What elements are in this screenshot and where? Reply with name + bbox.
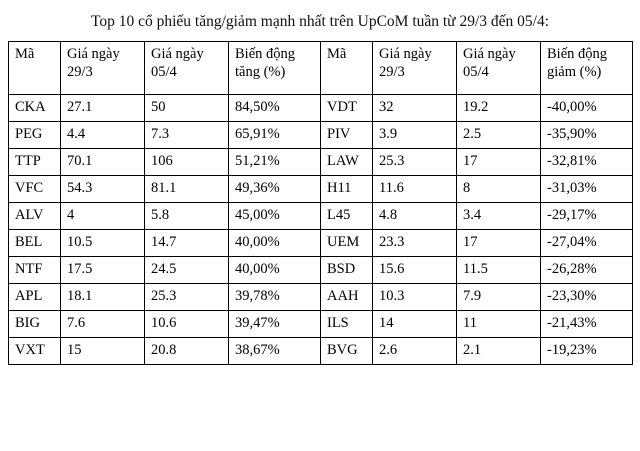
cell-loser-price-end (457, 338, 541, 365)
cell-text: 32 (379, 99, 394, 116)
cell-loser-price-start (373, 203, 457, 230)
column-header-label: Mã (15, 46, 35, 63)
cell-text: 50 (151, 99, 166, 116)
table-row (9, 284, 633, 311)
cell-loser-price-start (373, 176, 457, 203)
cell-text: 23.3 (379, 234, 405, 251)
cell-loser-code (321, 311, 373, 338)
column-header-label: Mã (327, 46, 347, 63)
table-row (9, 203, 633, 230)
cell-loss-percent (541, 338, 633, 365)
cell-text: 40,00% (235, 234, 280, 251)
cell-text: 54.3 (67, 180, 93, 197)
cell-text: 2.6 (379, 342, 398, 359)
cell-gain-percent (229, 311, 321, 338)
cell-text: 19.2 (463, 99, 489, 116)
column-header-gainer-price-start (61, 42, 145, 95)
cell-gainer-price-start (61, 203, 145, 230)
cell-gainer-price-end (145, 203, 229, 230)
table-row (9, 338, 633, 365)
cell-gain-percent (229, 338, 321, 365)
cell-gain-percent (229, 122, 321, 149)
cell-loser-price-end (457, 284, 541, 311)
cell-text: 49,36% (235, 180, 280, 197)
cell-loss-percent (541, 311, 633, 338)
cell-loss-percent (541, 122, 633, 149)
cell-gainer-price-end (145, 176, 229, 203)
cell-text: 17.5 (67, 261, 93, 278)
cell-loser-price-end (457, 95, 541, 122)
cell-text: 11.5 (463, 261, 488, 278)
cell-loss-percent (541, 176, 633, 203)
column-header-gain-percent (229, 42, 321, 95)
cell-text: 3.4 (463, 207, 482, 224)
cell-text: 14 (379, 315, 394, 332)
cell-gainer-code (9, 149, 61, 176)
column-header-label: Biến động giảm (%) (547, 46, 608, 81)
cell-loser-price-start (373, 95, 457, 122)
cell-gain-percent (229, 257, 321, 284)
cell-loss-percent (541, 257, 633, 284)
cell-text: -40,00% (547, 99, 597, 116)
cell-loser-price-start (373, 257, 457, 284)
cell-text: 106 (151, 153, 173, 170)
cell-gainer-price-end (145, 149, 229, 176)
column-header-label: Giá ngày 05/4 (463, 46, 516, 81)
cell-loser-price-start (373, 149, 457, 176)
cell-gainer-code (9, 230, 61, 257)
cell-text: -29,17% (547, 207, 597, 224)
cell-text: -32,81% (547, 153, 597, 170)
table-body (9, 95, 633, 365)
cell-text: BEL (15, 234, 43, 251)
cell-text: 2.5 (463, 126, 482, 143)
cell-text: 25.3 (151, 288, 177, 305)
column-header-loss-percent (541, 42, 633, 95)
cell-text: 14.7 (151, 234, 177, 251)
cell-gainer-code (9, 311, 61, 338)
cell-text: 11 (463, 315, 477, 332)
cell-gainer-price-end (145, 122, 229, 149)
cell-text: -23,30% (547, 288, 597, 305)
cell-text: 11.6 (379, 180, 404, 197)
cell-loser-price-start (373, 230, 457, 257)
cell-text: 81.1 (151, 180, 177, 197)
cell-loser-code (321, 122, 373, 149)
cell-text: 10.3 (379, 288, 405, 305)
column-header-label: Giá ngày 29/3 (379, 46, 432, 81)
cell-text: CKA (15, 99, 46, 116)
cell-text: 3.9 (379, 126, 398, 143)
cell-loss-percent (541, 230, 633, 257)
cell-gainer-price-end (145, 311, 229, 338)
page-title: Top 10 cổ phiếu tăng/giảm mạnh nhất trên UpCoM tuần từ 29/3 đến 05/4: (90, 13, 550, 30)
cell-text: PIV (327, 126, 351, 143)
stock-movers-table (8, 41, 633, 365)
cell-text: 65,91% (235, 126, 280, 143)
cell-text: 39,78% (235, 288, 280, 305)
column-header-loser-code (321, 42, 373, 95)
cell-text: 17 (463, 153, 478, 170)
cell-loser-code (321, 203, 373, 230)
cell-gainer-code (9, 284, 61, 311)
cell-loss-percent (541, 149, 633, 176)
cell-text: 25.3 (379, 153, 405, 170)
cell-text: PEG (15, 126, 43, 143)
cell-text: 15.6 (379, 261, 405, 278)
cell-text: -31,03% (547, 180, 597, 197)
cell-loser-price-end (457, 122, 541, 149)
column-header-gainer-code (9, 42, 61, 95)
cell-text: 45,00% (235, 207, 280, 224)
cell-gainer-price-end (145, 230, 229, 257)
cell-text: 4.4 (67, 126, 86, 143)
cell-text: 38,67% (235, 342, 280, 359)
cell-gain-percent (229, 284, 321, 311)
cell-text: APL (15, 288, 43, 305)
cell-gainer-price-end (145, 95, 229, 122)
table-row (9, 230, 633, 257)
cell-text: 5.8 (151, 207, 170, 224)
cell-loser-code (321, 176, 373, 203)
cell-gainer-code (9, 95, 61, 122)
cell-text: H11 (327, 180, 352, 197)
table-row (9, 311, 633, 338)
cell-text: VXT (15, 342, 45, 359)
cell-loser-code (321, 257, 373, 284)
cell-loser-price-start (373, 311, 457, 338)
cell-gain-percent (229, 176, 321, 203)
cell-text: 7.6 (67, 315, 86, 332)
cell-loser-code (321, 284, 373, 311)
cell-text: BIG (15, 315, 40, 332)
cell-gainer-price-end (145, 257, 229, 284)
cell-gainer-price-end (145, 284, 229, 311)
table-container (0, 41, 640, 365)
cell-text: 27.1 (67, 99, 93, 116)
cell-loser-price-end (457, 257, 541, 284)
cell-loser-price-end (457, 230, 541, 257)
cell-text: L45 (327, 207, 351, 224)
cell-loss-percent (541, 203, 633, 230)
cell-text: -19,23% (547, 342, 597, 359)
cell-loser-code (321, 149, 373, 176)
cell-text: 8 (463, 180, 471, 197)
column-header-loser-price-start (373, 42, 457, 95)
table-header (9, 42, 633, 95)
cell-text: ALV (15, 207, 44, 224)
cell-loser-price-end (457, 149, 541, 176)
cell-text: 4.8 (379, 207, 398, 224)
cell-text: 17 (463, 234, 478, 251)
cell-gainer-price-start (61, 257, 145, 284)
cell-text: 18.1 (67, 288, 93, 305)
cell-text: 7.3 (151, 126, 170, 143)
cell-gain-percent (229, 149, 321, 176)
cell-gainer-code (9, 122, 61, 149)
cell-gainer-price-start (61, 122, 145, 149)
cell-loser-price-end (457, 311, 541, 338)
table-row (9, 122, 633, 149)
cell-gainer-price-start (61, 176, 145, 203)
cell-text: 39,47% (235, 315, 280, 332)
cell-text: 70.1 (67, 153, 93, 170)
table-row (9, 257, 633, 284)
cell-loser-price-start (373, 122, 457, 149)
cell-gainer-price-start (61, 149, 145, 176)
cell-text: 15 (67, 342, 82, 359)
cell-loser-price-start (373, 338, 457, 365)
cell-gain-percent (229, 203, 321, 230)
cell-text: LAW (327, 153, 359, 170)
cell-gainer-code (9, 338, 61, 365)
table-row (9, 176, 633, 203)
cell-gainer-code (9, 176, 61, 203)
cell-text: ILS (327, 315, 349, 332)
cell-text: 51,21% (235, 153, 280, 170)
cell-gainer-price-start (61, 338, 145, 365)
cell-text: -21,43% (547, 315, 597, 332)
cell-text: -27,04% (547, 234, 597, 251)
cell-text: 10.6 (151, 315, 177, 332)
cell-gainer-price-start (61, 311, 145, 338)
table-row (9, 95, 633, 122)
cell-text: 4 (67, 207, 75, 224)
cell-gain-percent (229, 230, 321, 257)
cell-gainer-price-start (61, 230, 145, 257)
cell-text: 2.1 (463, 342, 482, 359)
cell-text: 24.5 (151, 261, 177, 278)
cell-text: 20.8 (151, 342, 177, 359)
cell-text: BSD (327, 261, 356, 278)
cell-loser-price-end (457, 203, 541, 230)
cell-text: -35,90% (547, 126, 597, 143)
cell-gainer-code (9, 203, 61, 230)
cell-gainer-price-end (145, 338, 229, 365)
table-row (9, 149, 633, 176)
cell-loss-percent (541, 284, 633, 311)
cell-text: 10.5 (67, 234, 93, 251)
cell-loser-code (321, 95, 373, 122)
cell-gainer-price-start (61, 95, 145, 122)
cell-text: 84,50% (235, 99, 280, 116)
cell-loser-price-start (373, 284, 457, 311)
cell-text: AAH (327, 288, 359, 305)
cell-loss-percent (541, 95, 633, 122)
column-header-label: Giá ngày 05/4 (151, 46, 204, 81)
column-header-label: Biến động tăng (%) (235, 46, 296, 81)
cell-gain-percent (229, 95, 321, 122)
cell-gainer-code (9, 257, 61, 284)
cell-text: VFC (15, 180, 44, 197)
cell-loser-code (321, 230, 373, 257)
cell-text: NTF (15, 261, 43, 278)
cell-text: VDT (327, 99, 357, 116)
cell-text: -26,28% (547, 261, 597, 278)
column-header-label: Giá ngày 29/3 (67, 46, 120, 81)
column-header-gainer-price-end (145, 42, 229, 95)
cell-text: TTP (15, 153, 41, 170)
cell-gainer-price-start (61, 284, 145, 311)
cell-text: UEM (327, 234, 360, 251)
cell-loser-price-end (457, 176, 541, 203)
cell-loser-code (321, 338, 373, 365)
column-header-loser-price-end (457, 42, 541, 95)
cell-text: BVG (327, 342, 358, 359)
table-header-row (9, 42, 633, 95)
cell-text: 40,00% (235, 261, 280, 278)
cell-text: 7.9 (463, 288, 482, 305)
